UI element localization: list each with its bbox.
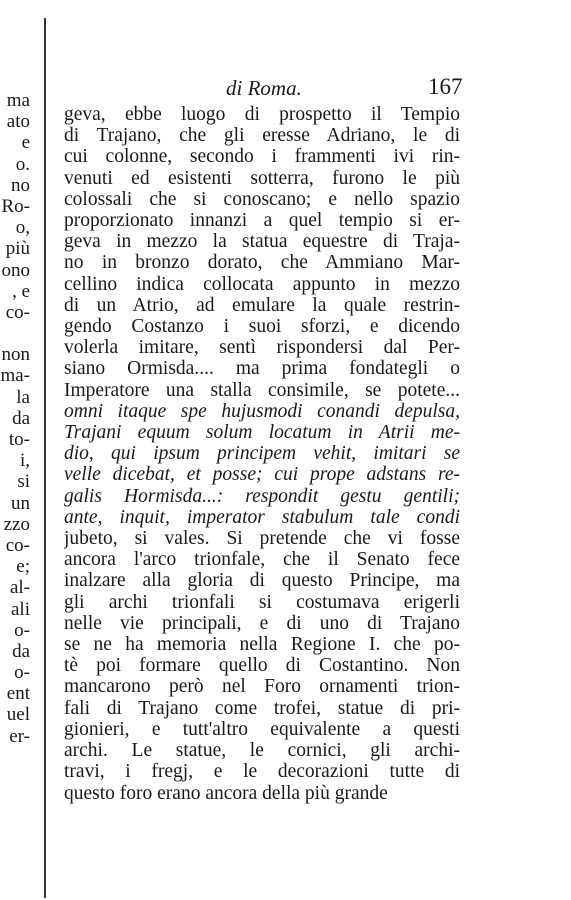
facing-page-fragment: , e	[12, 280, 30, 302]
text-line: jubeto, si vales. Si pretende che vi fosse	[64, 528, 460, 550]
text-line: geva, ebbe luogo di prospetto il Tempio	[64, 104, 460, 125]
text-line: siano Ormisda.... ma prima fondategli o	[64, 358, 460, 380]
facing-page-fragment: un	[11, 492, 30, 514]
text-line: no in bronzo dorato, che Ammiano Mar-	[64, 252, 460, 274]
text-line: volerla imitare, sentì rispondersi dal Per-	[64, 337, 460, 359]
facing-page-fragment: si	[17, 471, 30, 493]
facing-page-fragment: ato	[6, 111, 30, 133]
text-line: ante, inquit, imperator stabulum tale condi	[64, 506, 460, 528]
text-line: velle dicebat, et posse; cui prope adstans re-	[64, 464, 460, 486]
text-line: dio, qui ipsum principem vehit, imitari se	[64, 443, 460, 465]
text-line: galis Hormisda...: respondit gestu gentili;	[64, 485, 460, 507]
facing-page-fragment: o,	[15, 217, 30, 239]
text-line: archi. Le statue, le cornici, gli archi-	[64, 740, 460, 762]
text-line: questo foro erano ancora della più grande	[64, 782, 388, 804]
facing-page-fragment: o-	[14, 619, 30, 641]
facing-page-fragment: da	[12, 407, 30, 429]
text-line: gli archi trionfali si costumava erigerli	[64, 591, 460, 613]
text-line: omni itaque spe hujusmodi conandi depulsa,	[64, 400, 460, 422]
text-line: travi, i fregj, e le decorazioni tutte di	[64, 761, 460, 783]
text-line: gendo Costanzo i suoi sforzi, e dicendo	[64, 316, 460, 338]
facing-page-fragment	[0, 323, 30, 344]
body-text	[64, 104, 460, 804]
text-line: nelle vie principali, e di uno di Trajano	[64, 612, 460, 634]
facing-page-fragment: e;	[16, 556, 30, 578]
facing-page-fragment: o.	[15, 153, 30, 175]
text-line: ancora l'arco trionfale, che il Senato fece	[64, 549, 460, 571]
facing-page-fragment: er-	[9, 725, 30, 747]
facing-page-fragment: ono	[1, 259, 30, 281]
text-line: fali di Trajano come trofei, statue di pri-	[64, 697, 460, 719]
facing-page-fragment: i,	[19, 450, 30, 472]
facing-page-fragment: ma	[6, 90, 30, 111]
facing-page-fragment: ali	[11, 598, 30, 620]
text-line: cellino indica collocata appunto in mezzo	[64, 273, 460, 295]
page-header	[60, 74, 463, 106]
text-line: cui colonne, secondo i frammenti ivi rin-	[64, 146, 460, 168]
text-line: di Trajano, che gli eresse Adriano, le di	[64, 125, 460, 147]
text-line: colossali che si conoscano; e nello spazio	[64, 188, 460, 210]
text-line: tè poi formare quello di Costantino. Non	[64, 655, 460, 677]
text-line: venuti ed esistenti sotterra, furono le più	[64, 167, 460, 189]
facing-page-fragment: co-	[5, 534, 30, 556]
running-title: di Roma.	[226, 76, 302, 100]
text-line: proporzionato innanzi a quel tempio si er-	[64, 210, 460, 232]
page-number: 167	[428, 74, 463, 99]
text-line: gionieri, e tutt'altro equivalente a questi	[64, 718, 460, 740]
text-line: Trajani equum solum locatum in Atrii me-	[64, 422, 460, 444]
facing-page-fragment: to-	[8, 429, 30, 450]
text-line: mancarono però nel Foro ornamenti trion-	[64, 676, 460, 698]
facing-page-fragment: più	[5, 238, 30, 260]
facing-page-fragment: co-	[5, 301, 30, 323]
facing-page-fragment: o-	[14, 662, 30, 684]
facing-page-fragment: e	[21, 132, 30, 154]
facing-page-edge	[0, 90, 30, 747]
text-line: geva in mezzo la statua equestre di Traja-	[64, 231, 460, 253]
text-line: di un Atrio, ad emulare la quale restrin-	[64, 294, 460, 316]
text-line: Imperatore una stalla consimile, se potete...	[64, 379, 460, 401]
facing-page-fragment: non	[1, 344, 30, 366]
facing-page-fragment: zzo	[3, 513, 30, 535]
text-line: se ne ha memoria nella Regione I. che po-	[64, 634, 460, 656]
gutter-rule	[44, 18, 46, 898]
facing-page-fragment: al-	[9, 577, 30, 599]
facing-page-fragment: uel	[6, 704, 30, 726]
facing-page-fragment: no	[11, 174, 30, 196]
text-line: inalzare alla gloria di questo Principe, ma	[64, 570, 460, 592]
facing-page-fragment: da	[12, 640, 30, 662]
facing-page-fragment: ent	[6, 683, 30, 705]
facing-page-fragment: Ro-	[1, 195, 30, 217]
facing-page-fragment: ma-	[0, 365, 30, 387]
facing-page-fragment: la	[16, 386, 30, 408]
